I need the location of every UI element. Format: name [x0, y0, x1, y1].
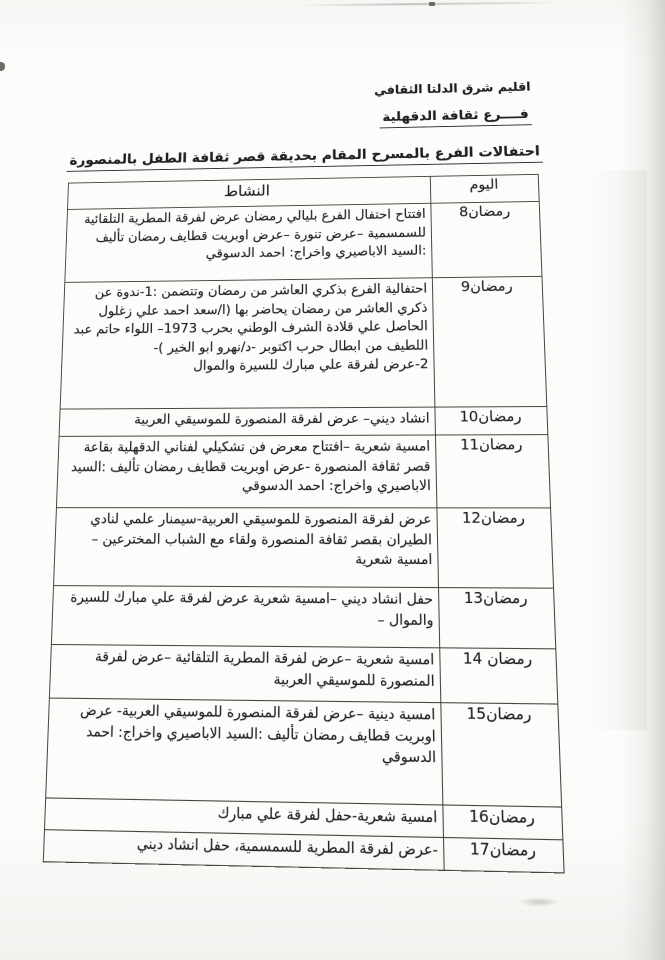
org-region-title: اقليم شرق الدلتا الثقافي: [374, 80, 531, 98]
scan-artifact-dot-left: [0, 62, 5, 71]
day-cell: 17رمضان: [444, 837, 565, 872]
ramadan-schedule-table: [43, 174, 565, 874]
scan-artifact-dot-top: [429, 2, 435, 6]
org-branch-title: فــــرع ثقافة الدقهلية: [379, 107, 532, 129]
table-row: [65, 201, 542, 282]
day-cell: 13رمضان: [439, 588, 556, 649]
table-row: [54, 508, 554, 589]
activity-cell: امسية شعرية-حفل لفرقة علي مبارك: [44, 798, 443, 838]
scan-artifact-smudge: [518, 897, 560, 907]
activity-cell: عرض لفرقة المنصورة للموسيقي العربية-سيمنار علمي لنادي الطيران بقصر ثقافة المنصورة ولقاء مع الشباب المخترعين –امسية شعرية: [54, 508, 439, 588]
paper-shadow: [587, 170, 647, 730]
org-branch-line: [54, 107, 542, 136]
activity-cell: حفل انشاد ديني –امسية شعرية عرض لفرقة علي مبارك للسيرة والموال –: [51, 586, 439, 648]
activity-cell: انشاد ديني– عرض لفرقة المنصورة للموسيقي العربية: [59, 407, 435, 436]
activity-cell: احتفالية الفرع بذكري العاشر من رمضان وتتضمن :1-ندوة عن ذكري العاشر من رمضان يحاضر بها (ا/سعد احمد علي زغلول الحاصل علي قلادة الشرف الوطني بحرب 1973– اللواء حاتم عبد اللطيف من ابطال حرب اكتوبر -د/نهرو ابو الخير )- 2-عرض لفرقة علي مبارك للسيرة والموال: [60, 278, 435, 409]
activity-cell: امسية شعرية –عرض لفرقة المطرية التلقائية –عرض لفرقة المنصورة للموسيقي العربية: [49, 644, 440, 702]
day-cell: 16رمضان: [443, 805, 563, 840]
activity-cell: امسية دينية –عرض لفرقة المنصورة للموسيقي العربية- عرض اوبريت قطايف رمضان تأليف :السيد الاباصيري واخراج: احمد الدسوقي: [46, 698, 443, 805]
activity-cell: -عرض لفرقة المطرية للسمسمية، حفل انشاد ديني: [43, 830, 444, 871]
column-header-day: اليوم: [430, 174, 539, 203]
day-cell: 9رمضان: [432, 276, 546, 407]
document-sheet: [25, 80, 570, 873]
table-row: [49, 644, 557, 704]
document-subtitle: احتفالات الفرع بالمسرح المقام بحديقة قصر ثقافة الطفل بالمنصورة: [66, 144, 543, 172]
document-subtitle-line: [53, 144, 544, 172]
table-row: [46, 698, 562, 807]
day-cell: 11رمضان: [435, 435, 550, 508]
day-cell: 15رمضان: [441, 703, 562, 807]
table-row: [60, 276, 547, 409]
day-cell: 12رمضان: [437, 508, 554, 588]
day-cell: 8رمضان: [431, 201, 542, 277]
day-cell: 10رمضان: [435, 407, 548, 435]
day-cell: 14 رمضان: [440, 648, 558, 704]
activity-cell: امسية شعرية –افتتاح معرض فن تشكيلي لفناني الدقهلية بقاعة قصر ثقافة المنصورة -عرض اوبريت قطايف رمضان تأليف :السيد الاباصيري واخراج: احمد الدسوقي: [56, 435, 436, 508]
table-row: [56, 435, 550, 508]
activity-cell: افتتاح احتفال الفرع بليالي رمضان عرض لفرقة المطرية التلقائية للسمسمية –عرض تنورة –عرض اوبريت قطايف رمضان تأليف :السيد الاباصيري واخراج: احمد الدسوقي: [65, 203, 433, 282]
column-header-activity: النشاط: [68, 176, 431, 209]
table-row: [51, 586, 555, 649]
table-row: [59, 407, 548, 437]
